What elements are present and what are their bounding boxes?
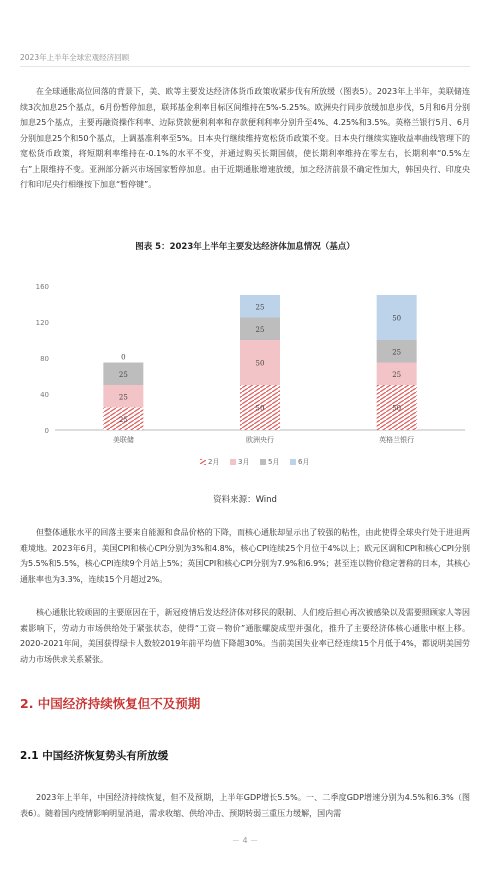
figure-caption: 图表 5：2023年上半年主要发达经济体加息情况（基点） bbox=[135, 242, 355, 252]
legend-swatch bbox=[200, 459, 206, 465]
chart-legend bbox=[200, 458, 309, 466]
legend-label: 6月 bbox=[298, 458, 310, 466]
legend-label: 5月 bbox=[268, 458, 280, 466]
x-category-label: 美联储 bbox=[112, 436, 134, 444]
body-paragraph-4: 2023年上半年，中国经济持续恢复，但不及预期，上半年GDP增长5.5%。一、二季度GDP增速分别为4.5%和6.3%（图表6）。随着国内疫情影响明显消退，需求收缩、供给冲击、预期转弱三重压力缓解，国内需 bbox=[20, 793, 470, 818]
body-paragraph-3: 核心通胀比较顽固的主要原因在于，新冠疫情后发达经济体对移民的限制、人们疫后担心再次被感染以及需要照顾家人等因素影响下，劳动力市场供给处于紧张状态，使得“工资－物价”通胀螺旋成型并强化，推升了主要经济体核心通胀中枢上移。2020-2021年间，美国获得绿卡人数较2019年前平均值下降超30%。当前美国失业率已经连续15个月低于4%，都说明美国劳动力市场供求关系紧张。 bbox=[20, 608, 470, 664]
legend-swatch bbox=[230, 459, 236, 465]
y-tick-label: 120 bbox=[35, 319, 49, 327]
header-divider bbox=[20, 66, 470, 67]
running-header: 2023年上半年全球宏观经济回顾 bbox=[20, 53, 130, 62]
legend-swatch bbox=[260, 459, 266, 465]
bar-data-label: 25 bbox=[255, 303, 265, 312]
bar-data-label: 25 bbox=[255, 325, 265, 334]
body-paragraph-2: 但整体通胀水平的回落主要来自能源和食品价格的下降，而核心通胀却显示出了较强的粘性，由此使得全球央行处于进退两难境地。2023年6月，美国CPI和核心CPI分别为3%和4.8%，核心CPI连续25个月位于4%以上；欧元区调和CPI和核心CPI分别为5.5%和5.5%，核心CPI连续9个月站上5%；英国CPI和核心CPI分别为7.9%和6.9%；甚至连以物价稳定著称的日本，其核心通胀率也为3.3%，连续15个月超过2%。 bbox=[20, 528, 470, 584]
legend-label: 3月 bbox=[238, 458, 250, 466]
bar-data-label: 25 bbox=[118, 370, 128, 379]
x-category-label: 英格兰银行 bbox=[379, 436, 415, 444]
subsection-heading: 2.1 中国经济恢复势头有所放缓 bbox=[20, 750, 169, 762]
y-tick-label: 160 bbox=[35, 283, 49, 291]
legend-swatch bbox=[290, 459, 296, 465]
figure-source: 资料来源：Wind bbox=[213, 495, 277, 505]
rate-hike-chart bbox=[20, 276, 470, 476]
bar-data-label: 25 bbox=[118, 393, 128, 402]
y-tick-label: 40 bbox=[40, 391, 49, 399]
section-heading: 2. 中国经济持续恢复但不及预期 bbox=[20, 696, 201, 711]
y-tick-label: 80 bbox=[40, 355, 49, 363]
legend-label: 2月 bbox=[208, 458, 220, 466]
bar-data-label: 0 bbox=[121, 353, 126, 362]
page-number: － 4 － bbox=[231, 836, 259, 845]
chart-bars bbox=[103, 295, 416, 430]
body-paragraph-1: 在全球通胀高位回落的背景下，美、欧等主要发达经济体货币政策收紧步伐有所放缓（图表5）。2023年上半年，美联储连续3次加息25个基点，6月份暂停加息，联邦基金利率目标区间维持在5%-5.25%。欧洲央行同步放缓加息步伐，5月和6月分别加息25个基点，主要再融资操作利率、边际贷款便利利率和存款便利利率分别升至4%、4.25%和3.5%。英格兰银行5月、6月分别加息25个和50个基点，上调基准利率至5%。日本央行继续维持宽松货币政策不变。日本央行继续实施收益率曲线管理下的宽松货币政策，将短期利率维持在-0.1%的水平不变，并通过购买长期国债，使长期利率维持在零左右，长期利率“0.5%左右”上限维持不变。亚洲部分新兴市场国家暂停加息。由于近期通胀增速放缓，加之经济前景不确定性加大，韩国央行、印度央行和印尼央行相继按下加息“暂停键”。 bbox=[20, 87, 470, 189]
bar-data-label: 25 bbox=[392, 370, 402, 379]
bar-data-label: 50 bbox=[392, 314, 402, 323]
bar-data-label: 25 bbox=[392, 348, 402, 357]
x-category-label: 欧洲央行 bbox=[246, 436, 274, 444]
bar-data-label: 50 bbox=[255, 404, 265, 413]
bar-data-label: 50 bbox=[255, 359, 265, 368]
y-tick-label: 0 bbox=[44, 427, 49, 435]
bar-data-label: 25 bbox=[118, 415, 128, 424]
bar-data-label: 50 bbox=[392, 404, 402, 413]
